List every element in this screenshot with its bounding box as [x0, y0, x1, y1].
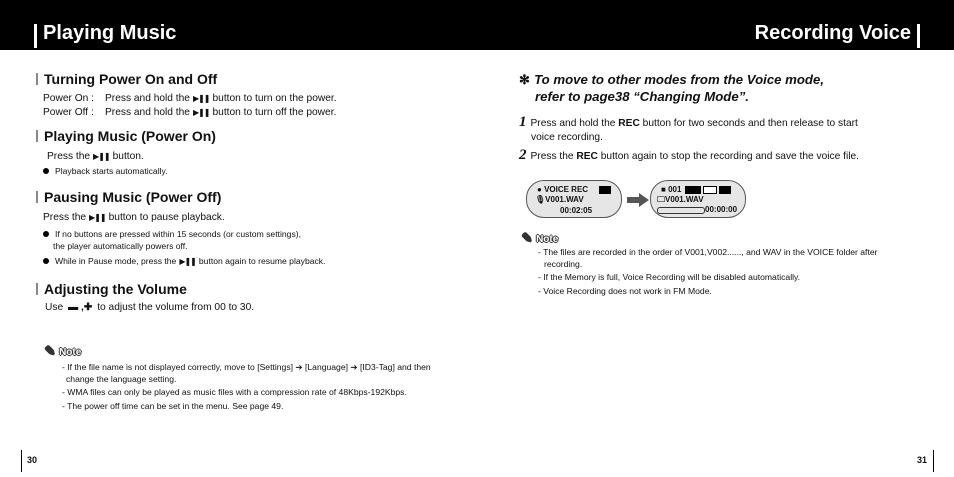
lcd-time: 00:02:05: [560, 206, 593, 215]
right-note-line-1: - The files are recorded in the order of V001,V002......, and WAV in the VOICE folder after: [538, 247, 878, 257]
right-note-line-1-cont: recording.: [544, 259, 583, 269]
header-right-title: Recording Voice: [754, 22, 911, 44]
left-note-line-2: - WMA files can only be played as music files with a compression rate of 48Kbps-192Kbps.: [62, 387, 407, 397]
right-arrow-icon: [627, 193, 649, 207]
left-note-line-1-cont: change the language setting.: [66, 374, 177, 384]
pencil-icon: ✎: [45, 344, 56, 358]
header-bar: [0, 0, 954, 50]
left-note-line-3: - The power off time can be set in the menu. See page 49.: [62, 401, 284, 411]
pausing-line: Press the ▶❚❚ button to pause playback.: [43, 212, 225, 223]
battery-icon: [719, 186, 731, 194]
progress-bar: [657, 207, 705, 214]
heading-power: Turning Power On and Off: [36, 70, 217, 88]
step-1: 1 Press and hold the REC button for two seconds and then release to start: [519, 114, 858, 130]
heading-playing: Playing Music (Power On): [36, 127, 216, 145]
heading-volume: Adjusting the Volume: [36, 280, 187, 298]
step-1-cont: voice recording.: [531, 132, 603, 143]
mic-icon: 🎙: [535, 195, 546, 204]
folder-icon: 🗀: [657, 195, 665, 204]
left-page-marker: [21, 450, 22, 472]
playing-bullet: Playback starts automatically.: [43, 165, 168, 177]
play-pause-icon: ▶❚❚: [93, 152, 110, 161]
lcd-voice-rec: [526, 180, 622, 218]
lcd-file: 🎙V001.WAV: [535, 195, 584, 204]
playing-line: Press the ▶❚❚ button.: [47, 151, 144, 162]
right-page-marker: [933, 450, 934, 472]
play-pause-icon: ▶❚❚: [192, 108, 210, 117]
play-pause-icon: ▶❚❚: [179, 257, 196, 266]
volume-line: Use ▬ ,✚ to adjust the volume from 00 to 30.: [45, 302, 255, 313]
play-pause-icon: ▶❚❚: [89, 213, 106, 222]
play-pause-icon: ▶❚❚: [192, 94, 210, 103]
step-2: 2 Press the REC button again to stop the recording and save the voice file.: [519, 147, 860, 163]
lcd-stopped: [650, 180, 746, 218]
right-page-number: 31: [917, 455, 928, 465]
lcd-index: ■ 001: [661, 185, 682, 194]
lcd-mode: ● VOICE REC: [537, 185, 589, 194]
power-on-line: Power On : Press and hold the ▶❚❚ button to turn on the power.: [43, 93, 337, 104]
pencil-icon: ✎: [522, 231, 533, 245]
header-left-title: Playing Music: [43, 22, 177, 44]
mode-icon: [703, 186, 717, 194]
lcd-file: 🗀V001.WAV: [657, 195, 704, 204]
right-note-line-3: - Voice Recording does not work in FM Mode.: [538, 286, 712, 296]
header-left-accent: [34, 24, 37, 48]
right-note-heading: ✎ Note: [522, 231, 559, 245]
minus-plus-icon: ▬ ,✚: [67, 302, 93, 313]
memory-icon: [685, 186, 701, 194]
pausing-bullet-2: While in Pause mode, press the ▶❚❚ button again to resume playback.: [43, 255, 326, 268]
heading-pausing: Pausing Music (Power Off): [36, 188, 221, 206]
power-off-line: Power Off : Press and hold the ▶❚❚ button to turn off the power.: [43, 107, 337, 118]
mode-note-line-1: ✻ To move to other modes from the Voice mode,: [519, 72, 824, 87]
right-note-line-2: - If the Memory is full, Voice Recording will be disabled automatically.: [538, 272, 801, 282]
lcd-time: 00:00:00: [705, 205, 738, 214]
battery-icon: [599, 186, 611, 194]
header-right-accent: [917, 24, 920, 48]
pausing-bullet-1: If no buttons are pressed within 15 seconds (or custom settings),: [43, 228, 301, 240]
left-note-line-1: - If the file name is not displayed correctly, move to [Settings] ➔ [Language] ➔ [ID3-Tag] and then: [62, 362, 431, 372]
left-note-heading: ✎ Note: [45, 344, 82, 358]
left-page-number: 30: [27, 455, 38, 465]
pausing-bullet-1-cont: the player automatically powers off.: [53, 241, 188, 251]
mode-note-line-2: refer to page38 “Changing Mode”.: [535, 89, 749, 104]
